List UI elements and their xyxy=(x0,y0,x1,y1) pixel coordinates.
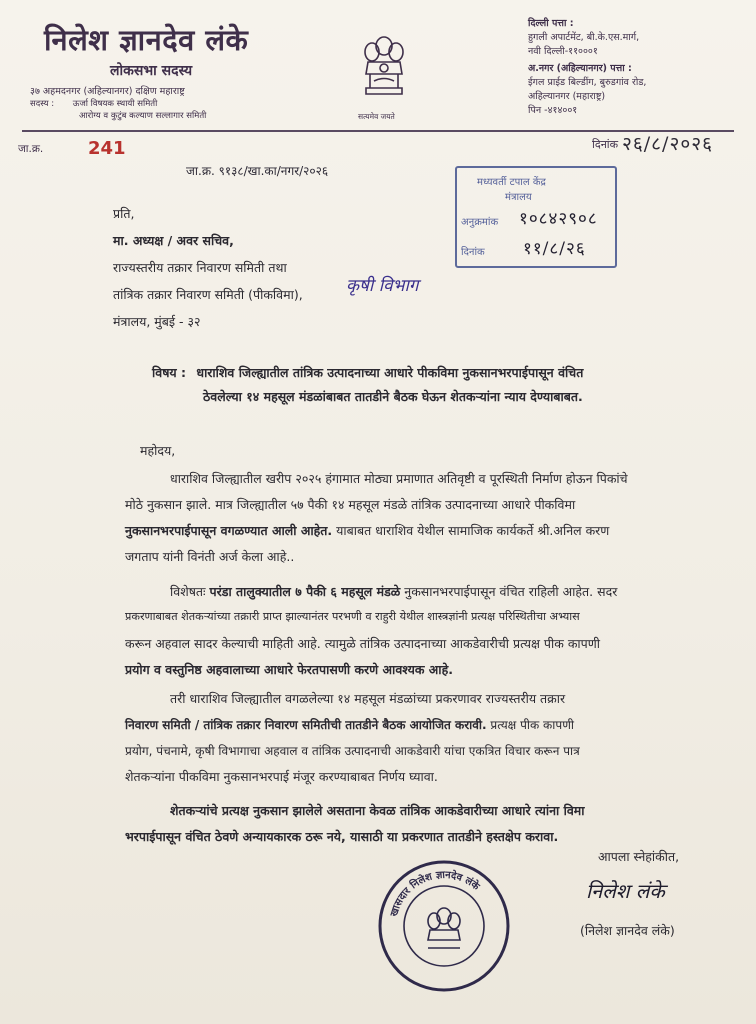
recipient-line-2: राज्यस्तरीय तक्रार निवारण समिती तथा xyxy=(113,260,287,275)
letterhead-designation: लोकसभा सदस्य xyxy=(110,63,193,79)
committee-line-1 xyxy=(30,98,157,109)
para1-line3-rest: याबाबत धाराशिव येथील सामाजिक कार्यकर्ते श्री.अनिल करण xyxy=(332,523,610,538)
para3-line2 xyxy=(125,716,574,733)
para2-line1-rest: नुकसानभरपाईपासून वंचित राहिली आहेत. सदर xyxy=(400,584,618,599)
ref-label: जा.क्र. xyxy=(18,143,44,155)
subject-line-2: ठेवलेल्या १४ महसूल मंडळांबाबत तातडीने बैठक घेऊन शेतकऱ्यांना न्याय देण्याबाबत. xyxy=(203,389,583,404)
para1-line3 xyxy=(125,522,609,539)
para3-line2-rest: प्रत्यक्ष पीक कापणी xyxy=(486,718,574,732)
handwritten-department: कृषी विभाग xyxy=(346,276,419,296)
delhi-address-line-2: नवी दिल्ली-११०००१ xyxy=(528,46,598,57)
stamp-number-label: अनुक्रमांक xyxy=(461,217,499,228)
para2-line4: प्रयोग व वस्तुनिष्ठ अहवालाच्या आधारे फेरतपासणी करणे आवश्यक आहे. xyxy=(125,662,453,677)
ref-number: 241 xyxy=(88,138,126,159)
para2-line1-start: विशेषतः xyxy=(170,584,210,599)
receipt-stamp xyxy=(455,166,617,268)
recipient-line-3: तांत्रिक तक्रार निवारण समिती (पीकविमा), xyxy=(113,287,303,302)
stamp-number-value: १०८४२९०८ xyxy=(519,209,598,229)
para3-line2-bold: निवारण समिती / तांत्रिक तक्रार निवारण समितीची तातडीने बैठक आयोजित करावी. xyxy=(125,718,487,732)
sender-name: (निलेश ज्ञानदेव लंके) xyxy=(580,923,675,938)
para2-line1 xyxy=(170,583,617,600)
ahilyanagar-address-line-1: ईगल प्राईड बिल्डींग, बुरुडगांव रोड, xyxy=(528,77,647,88)
letter-reference: जा.क्र. ९१३८/खा.का/नगर/२०२६ xyxy=(186,164,329,178)
ahilyanagar-address-line-2: अहिल्यानगर (महाराष्ट्र) xyxy=(528,91,606,102)
para1-line1: धाराशिव जिल्ह्यातील खरीप २०२५ हंगामात मोठ्या प्रमाणात अतिवृष्टी व पूरस्थिती निर्माण होऊन पिकांचे xyxy=(170,471,628,486)
stamp-line-1: मध्यवर्ती टपाल केंद्र xyxy=(477,177,546,188)
salutation: महोदय, xyxy=(140,443,176,458)
subject-text-1: धाराशिव जिल्ह्यातील तांत्रिक उत्पादनाच्या आधारे पीकविमा नुकसानभरपाईपासून वंचित xyxy=(196,365,584,380)
recipient-line-4: मंत्रालय, मुंबई - ३२ xyxy=(113,314,201,329)
para1-line3-bold: नुकसानभरपाईपासून वगळण्यात आली आहेत. xyxy=(125,523,333,538)
date-value: २६/८/२०२६ xyxy=(622,133,713,155)
letterhead-constituency: ३७ अहमदनगर (अहिल्यानगर) दक्षिण महाराष्ट्र xyxy=(30,86,185,97)
committee-label: सदस्य : xyxy=(30,99,55,109)
para1-line2: मोठे नुकसान झाले. मात्र जिल्ह्यातील ५७ पैकी १४ महसूल मंडळे तांत्रिक उत्पादनाच्या आधारे पीकविमा xyxy=(125,497,576,512)
para3-line4: शेतकऱ्यांना पीकविमा नुकसानभरपाई मंजूर करण्याबाबत निर्णय घ्यावा. xyxy=(125,769,438,784)
stamp-date-value: ११/८/२६ xyxy=(523,239,586,259)
committee-2: आरोग्य व कुटुंब कल्याण सल्लागार समिती xyxy=(79,111,207,121)
ahilyanagar-address-label: अ.नगर (अहिल्यानगर) पत्ता : xyxy=(528,63,632,74)
delhi-address-line-1: हुगली अपार्टमेंट, बी.के.एस.मार्ग, xyxy=(528,32,640,43)
subject-line-1 xyxy=(152,364,583,381)
para4-line1: शेतकऱ्यांचे प्रत्यक्ष नुकसान झालेले असताना केवळ तांत्रिक आकडेवारीच्या आधारे त्यांना विमा xyxy=(170,803,585,818)
ahilyanagar-pin: पिन -४१४००१ xyxy=(528,105,578,116)
date-label: दिनांक xyxy=(592,138,619,151)
round-seal-icon xyxy=(376,858,512,994)
committee-1: ऊर्जा विषयक स्थायी समिती xyxy=(72,99,158,109)
stamp-date-label: दिनांक xyxy=(461,247,485,258)
para1-line4: जगताप यांनी विनंती अर्ज केला आहे.. xyxy=(125,549,295,564)
signature: निलेश लंके xyxy=(586,879,665,903)
closing-regards: आपला स्नेहांकीत, xyxy=(598,849,680,864)
seal-text: खासदार निलेश ज्ञानदेव लंके xyxy=(388,869,482,918)
para2-line1-bold: परंडा तालुक्यातील ७ पैकी ६ महसूल मंडळे xyxy=(209,584,401,599)
para4-line2: भरपाईपासून वंचित ठेवणे अन्यायकारक ठरू नये, यासाठी या प्रकरणात तातडीने हस्तक्षेप करावा. xyxy=(125,829,559,844)
recipient-prati: प्रति, xyxy=(113,206,135,221)
para2-line2: प्रकरणाबाबत शेतकऱ्यांच्या तक्रारी प्राप्त झाल्यानंतर परभणी व राहुरी येथील शास्त्रज्ञांनी प्रत्यक्ष परिस्थितीचा अभ्यास xyxy=(125,610,580,623)
subject-label: विषय : xyxy=(152,365,187,380)
emblem-motto: सत्यमेव जयते xyxy=(358,112,395,121)
para2-line3: करून अहवाल सादर केल्याची माहिती आहे. त्यामुळे तांत्रिक उत्पादनाच्या आकडेवारीची प्रत्यक्ष पीक कापणी xyxy=(125,636,601,651)
national-emblem-icon xyxy=(358,32,410,110)
para3-line1: तरी धाराशिव जिल्ह्यातील वगळलेल्या १४ महसूल मंडळांच्या प्रकरणावर राज्यस्तरीय तक्रार xyxy=(170,691,566,706)
stamp-line-2: मंत्रालय xyxy=(505,192,532,203)
delhi-address-label: दिल्ली पत्ता : xyxy=(528,18,574,29)
recipient-line-1: मा. अध्यक्ष / अवर सचिव, xyxy=(113,233,234,248)
para3-line3: प्रयोग, पंचनामे, कृषी विभागाचा अहवाल व तांत्रिक उत्पादनाची आकडेवारी यांचा एकत्रित विचार करून पात्र xyxy=(125,744,580,758)
letterhead-name: निलेश ज्ञानदेव लंके xyxy=(44,23,249,57)
